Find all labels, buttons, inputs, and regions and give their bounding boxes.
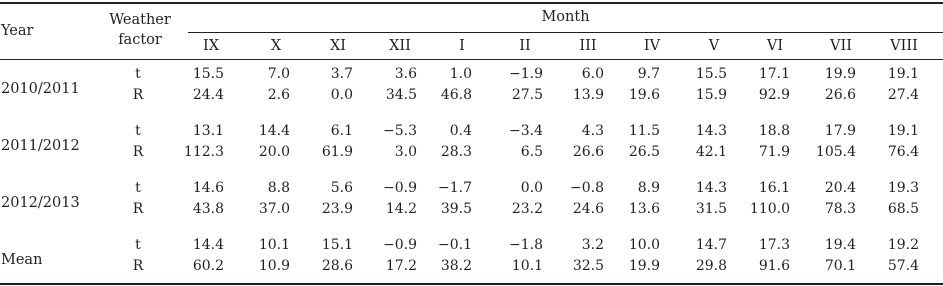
value-cell: 38.2 [440,258,472,274]
header-bottom-rule [0,59,943,60]
value-cell: 17.1 [758,66,790,82]
top-rule [0,2,943,4]
value-cell: 0.0 [520,180,543,196]
month-column-header: IV [643,38,661,54]
value-cell: 13.9 [572,87,604,103]
month-group-rule [188,32,943,33]
value-cell: 13.1 [192,123,224,139]
value-cell: 14.3 [695,123,727,139]
value-cell: 14.2 [385,201,417,217]
year-cell: Mean [1,252,43,268]
month-column-header: VI [766,38,784,54]
value-cell: 0.0 [330,87,353,103]
value-cell: 15.5 [695,66,727,82]
value-cell: 68.5 [887,201,919,217]
value-cell: 7.0 [267,66,290,82]
value-cell: 17.3 [758,237,790,253]
factor-cell: t [135,123,141,139]
value-cell: 91.6 [758,258,790,274]
value-cell: −0.9 [383,237,417,253]
value-cell: 6.1 [330,123,353,139]
value-cell: 110.0 [749,201,790,217]
value-cell: 78.3 [824,201,856,217]
value-cell: 3.0 [394,144,417,160]
factor-header-line2: factor [118,32,162,48]
value-cell: 15.5 [192,66,224,82]
value-cell: 23.2 [511,201,543,217]
value-cell: 112.3 [183,144,224,160]
value-cell: 37.0 [258,201,290,217]
value-cell: 34.5 [385,87,417,103]
value-cell: 8.8 [267,180,290,196]
value-cell: 43.8 [192,201,224,217]
value-cell: 27.5 [511,87,543,103]
value-cell: 10.9 [258,258,290,274]
value-cell: −0.1 [438,237,472,253]
value-cell: 42.1 [695,144,727,160]
value-cell: 14.6 [192,180,224,196]
value-cell: 26.6 [572,144,604,160]
month-column-header: II [519,38,531,54]
year-cell: 2011/2012 [1,138,80,154]
value-cell: 39.5 [440,201,472,217]
month-column-header: I [459,38,465,54]
value-cell: 0.4 [449,123,472,139]
value-cell: 14.4 [192,237,224,253]
value-cell: −1.7 [438,180,472,196]
month-column-header: III [579,38,597,54]
value-cell: 24.6 [572,201,604,217]
value-cell: 4.3 [581,123,604,139]
value-cell: 17.9 [824,123,856,139]
value-cell: 19.9 [628,258,660,274]
year-cell: 2010/2011 [1,81,80,97]
value-cell: 16.1 [758,180,790,196]
value-cell: 10.1 [511,258,543,274]
bottom-rule [0,283,943,285]
month-column-header: XII [389,38,411,54]
value-cell: 19.6 [628,87,660,103]
value-cell: 20.0 [258,144,290,160]
value-cell: 46.8 [440,87,472,103]
value-cell: 19.4 [824,237,856,253]
value-cell: −3.4 [509,123,543,139]
factor-cell: t [135,180,141,196]
year-header: Year [1,23,34,39]
value-cell: 8.9 [637,180,660,196]
year-cell: 2012/2013 [1,195,80,211]
factor-cell: t [135,237,141,253]
value-cell: 29.8 [695,258,727,274]
value-cell: 60.2 [192,258,224,274]
factor-cell: R [132,144,144,160]
value-cell: −1.8 [509,237,543,253]
value-cell: 27.4 [887,87,919,103]
value-cell: 20.4 [824,180,856,196]
month-column-header: VIII [890,38,918,54]
value-cell: 23.9 [321,201,353,217]
value-cell: 10.0 [628,237,660,253]
value-cell: 6.0 [581,66,604,82]
value-cell: 57.4 [887,258,919,274]
value-cell: 70.1 [824,258,856,274]
value-cell: −0.8 [570,180,604,196]
value-cell: 92.9 [758,87,790,103]
value-cell: 2.6 [267,87,290,103]
value-cell: 19.2 [887,237,919,253]
month-column-header: IX [202,38,220,54]
factor-cell: R [132,87,144,103]
value-cell: 61.9 [321,144,353,160]
value-cell: 26.5 [628,144,660,160]
factor-cell: R [132,258,144,274]
month-column-header: VII [830,38,852,54]
value-cell: 31.5 [695,201,727,217]
value-cell: 28.6 [321,258,353,274]
value-cell: 14.4 [258,123,290,139]
value-cell: 5.6 [330,180,353,196]
value-cell: 3.6 [394,66,417,82]
value-cell: 26.6 [824,87,856,103]
value-cell: 76.4 [887,144,919,160]
value-cell: 1.0 [449,66,472,82]
value-cell: 19.1 [887,123,919,139]
value-cell: 11.5 [628,123,660,139]
value-cell: 105.4 [815,144,856,160]
value-cell: 19.3 [887,180,919,196]
value-cell: 14.3 [695,180,727,196]
value-cell: 71.9 [758,144,790,160]
value-cell: 18.8 [758,123,790,139]
value-cell: 14.7 [695,237,727,253]
factor-cell: t [135,66,141,82]
value-cell: 6.5 [520,144,543,160]
value-cell: 13.6 [628,201,660,217]
factor-header-line1: Weather [109,12,171,28]
factor-cell: R [132,201,144,217]
value-cell: −1.9 [509,66,543,82]
value-cell: 3.7 [330,66,353,82]
value-cell: 17.2 [385,258,417,274]
month-header: Month [541,9,590,25]
value-cell: 32.5 [572,258,604,274]
month-column-header: V [708,38,720,54]
value-cell: 3.2 [581,237,604,253]
value-cell: 28.3 [440,144,472,160]
value-cell: 24.4 [192,87,224,103]
value-cell: 15.1 [321,237,353,253]
value-cell: 19.1 [887,66,919,82]
value-cell: −5.3 [383,123,417,139]
value-cell: 19.9 [824,66,856,82]
value-cell: 15.9 [695,87,727,103]
value-cell: 9.7 [637,66,660,82]
value-cell: 10.1 [258,237,290,253]
month-column-header: X [270,38,282,54]
value-cell: −0.9 [383,180,417,196]
month-column-header: XI [329,38,347,54]
